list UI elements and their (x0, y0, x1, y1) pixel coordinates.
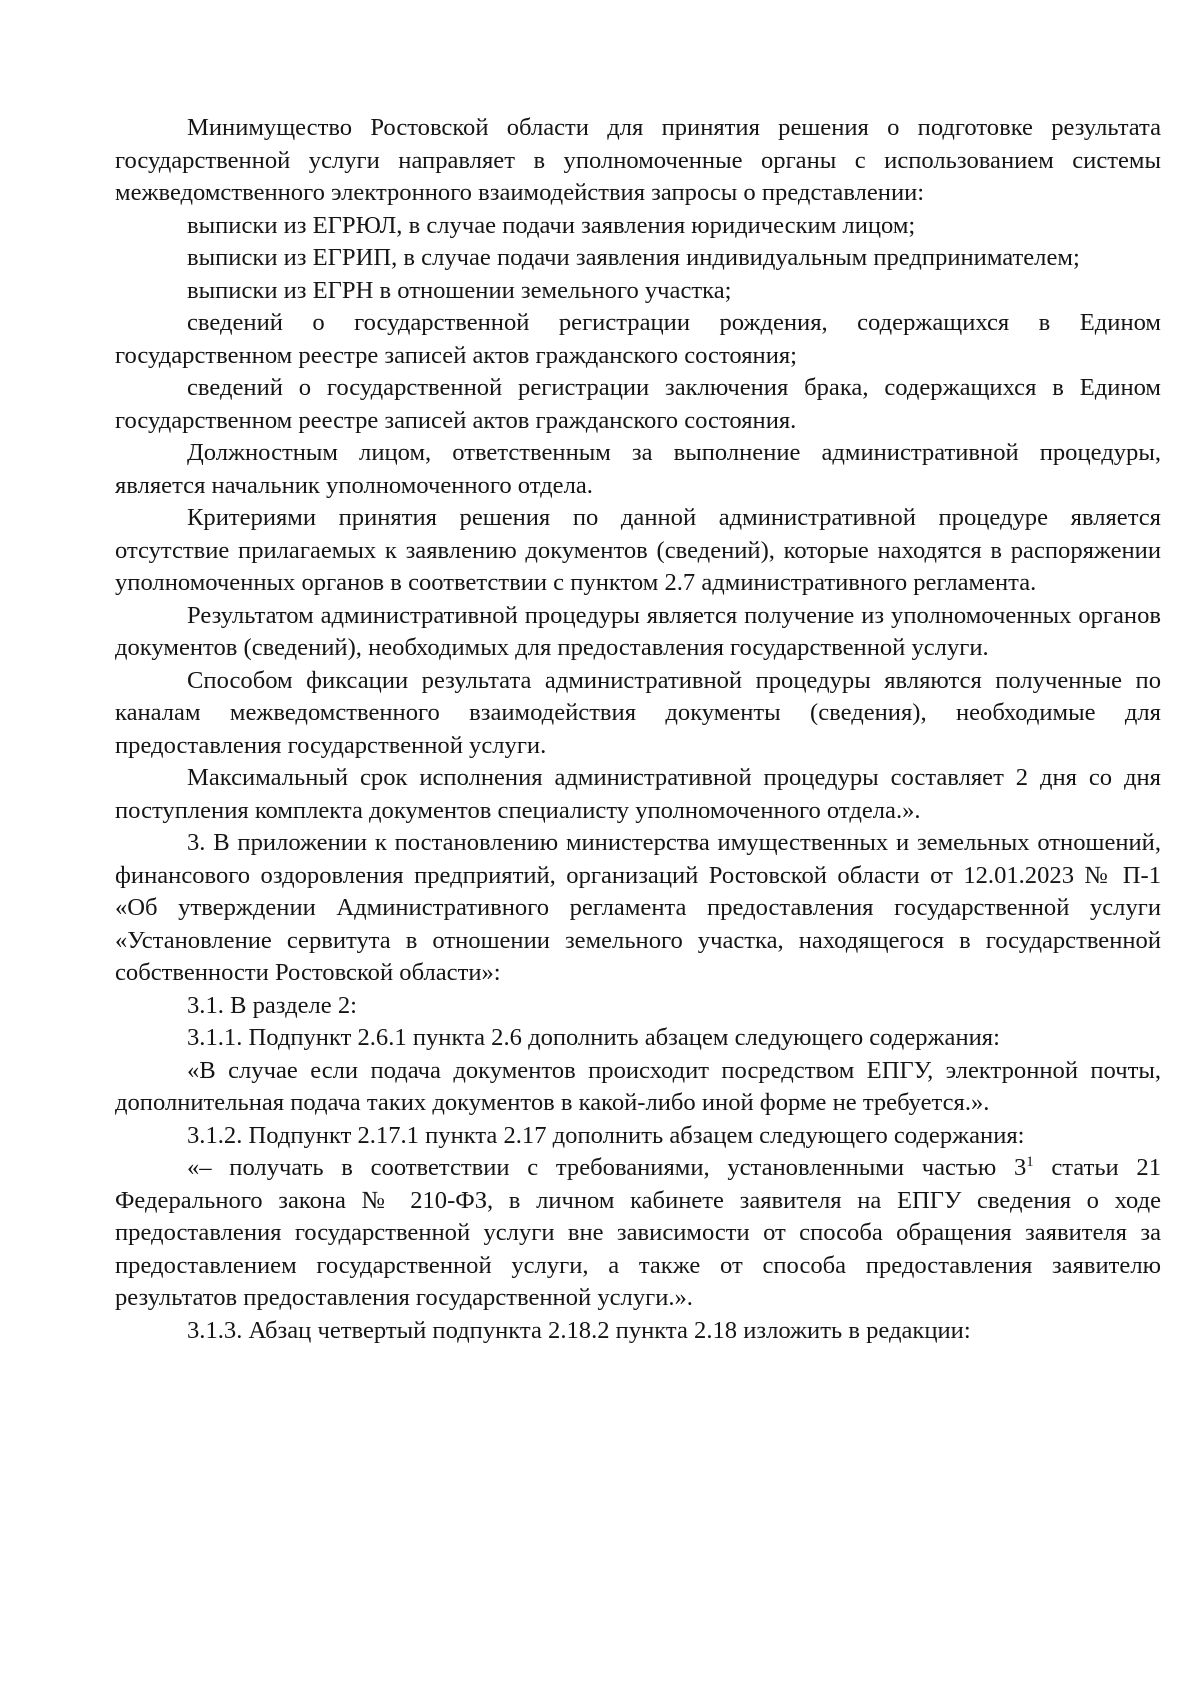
paragraph: выписки из ЕГРИП, в случае подачи заявления индивидуальным предпринимателем; (187, 244, 1080, 271)
paragraph-text-before-superscript: «– получать в соответствии с требованиями, установленными частью 3 (187, 1154, 1027, 1181)
paragraph: сведений о государственной регистрации рождения, содержащихся в Едином государственном реестре записей актов гражданского состояния; (115, 309, 1161, 369)
paragraph: 3.1.2. Подпункт 2.17.1 пункта 2.17 дополнить абзацем следующего содержания: (187, 1121, 1025, 1149)
paragraph: 3.1. В разделе 2: (187, 991, 357, 1019)
paragraph: Максимальный срок исполнения административной процедуры составляет 2 дня со дня поступления комплекта документов специалисту уполномоченного отдела.». (115, 764, 1161, 824)
paragraph: Способом фиксации результата административной процедуры являются полученные по каналам межведомственного взаимодействия документы (сведения), необходимые для предоставления государственной услуги. (115, 666, 1161, 759)
document-body (115, 112, 1161, 1347)
paragraph: выписки из ЕГРН в отношении земельного участка; (187, 276, 732, 304)
paragraph-with-superscript (115, 1152, 1161, 1315)
paragraph: сведений о государственной регистрации заключения брака, содержащихся в Едином государственном реестре записей актов гражданского состояния. (115, 374, 1161, 434)
superscript: 1 (1026, 1153, 1034, 1170)
paragraph: 3.1.3. Абзац четвертый подпункта 2.18.2 пункта 2.18 изложить в редакции: (187, 1316, 971, 1344)
paragraph: Критериями принятия решения по данной административной процедуре является отсутствие прилагаемых к заявлению документов (сведений), которые находятся в распоряжении уполномоченных органов в соответствии с пунктом 2.7 административного регламента. (115, 504, 1161, 596)
paragraph-text-after-superscript: статьи 21 Федерального закона № 210-ФЗ, в личном кабинете заявителя на ЕПГУ сведения о ходе предоставления государственной услуги вне зависимости от способа обращения заявителя за предоставлением государственной услуги, а также от способа предоставления заявителю результатов предоставления государственной услуги.». (115, 1154, 1161, 1311)
paragraph: выписки из ЕГРЮЛ, в случае подачи заявления юридическим лицом; (187, 211, 916, 239)
paragraph: Минимущество Ростовской области для принятия решения о подготовке результата государственной услуги направляет в уполномоченные органы с использованием системы межведомственного электронного взаимодействия запросы о представлении: (115, 114, 1161, 206)
paragraph: 3.1.1. Подпункт 2.6.1 пункта 2.6 дополнить абзацем следующего содержания: (187, 1024, 1000, 1051)
paragraph: «В случае если подача документов происходит посредством ЕПГУ, электронной почты, дополнительная подача таких документов в какой-либо иной форме не требуется.». (115, 1056, 1161, 1116)
paragraph: 3. В приложении к постановлению министерства имущественных и земельных отношений, финансового оздоровления предприятий, организаций Ростовской области от 12.01.2023 № П-1 «Об утверждении Административного регламента предоставления государственной услуги «Установление сервитута в отношении земельного участка, находящегося в государственной собственности Ростовской области»: (115, 829, 1161, 986)
paragraph: Результатом административной процедуры является получение из уполномоченных органов документов (сведений), необходимых для предоставления государственной услуги. (115, 601, 1161, 661)
paragraph: Должностным лицом, ответственным за выполнение административной процедуры, является начальник уполномоченного отдела. (115, 439, 1161, 499)
